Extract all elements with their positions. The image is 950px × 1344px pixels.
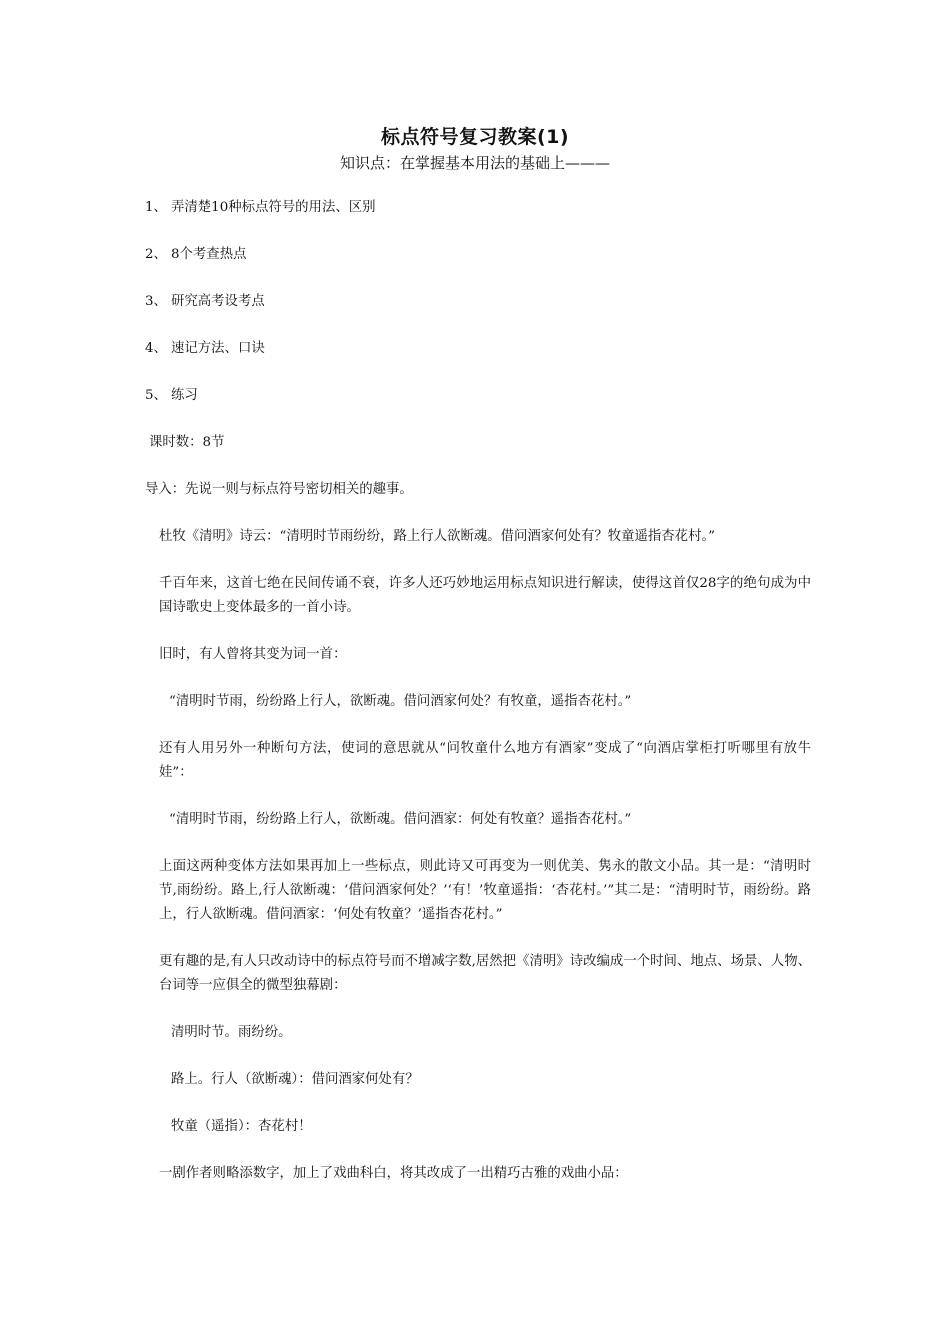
list-number: 3、	[145, 294, 167, 309]
script-line: 路上。行人（欲断魂）：借问酒家何处有？	[171, 1072, 419, 1087]
list-number: 4、	[145, 341, 167, 356]
list-text: 研究高考设考点	[171, 294, 265, 309]
script-line: 清明时节。雨纷纷。	[171, 1025, 292, 1040]
paragraph: 上面这两种变体方法如果再加上一些标点，则此诗又可再变为一则优美、隽永的散文小品。其一是：“清明时节,雨纷纷。路上,行人欲断魂：‘借问酒家何处？’‘有！’牧童遥指：‘杏花村。’”其二是：“清明时节，雨纷纷。路上，行人欲断魂。借问酒家：‘何处有牧童？’遥指杏花村。”	[159, 859, 811, 922]
list-item	[145, 290, 811, 314]
list-number: 1、	[145, 200, 167, 215]
list-number: 5、	[145, 388, 167, 403]
paragraph: 更有趣的是,有人只改动诗中的标点符号而不增减字数,居然把《清明》诗改编成一个时间、地点、场景、人物、台词等一应俱全的微型独幕剧：	[159, 954, 811, 993]
document-title: 标点符号复习教案(1)	[380, 126, 570, 148]
paragraph: 杜牧《清明》诗云：“清明时节雨纷纷，路上行人欲断魂。借问酒家何处有？牧童遥指杏花村。”	[159, 529, 716, 544]
list-item	[145, 337, 811, 361]
list-text: 8个考查热点	[171, 247, 247, 262]
list-text: 弄清楚10种标点符号的用法、区别	[171, 200, 376, 215]
paragraph: 旧时，有人曾将其变为词一首：	[159, 647, 347, 662]
list-text: 练习	[171, 388, 198, 403]
list-item	[145, 243, 811, 267]
intro-line: 导入：先说一则与标点符号密切相关的趣事。	[145, 482, 413, 497]
document-body	[145, 196, 811, 1209]
list-text: 速记方法、口诀	[171, 341, 265, 356]
paragraph: 一剧作者则略添数字，加上了戏曲科白，将其改成了一出精巧古雅的戏曲小品：	[159, 1166, 628, 1181]
paragraph: “清明时节雨，纷纷路上行人，欲断魂。借问酒家何处？有牧童，遥指杏花村。”	[169, 694, 632, 709]
list-item	[145, 384, 811, 408]
list-item	[145, 196, 811, 220]
paragraph: 千百年来，这首七绝在民间传诵不衰，许多人还巧妙地运用标点知识进行解读，使得这首仅28字的绝句成为中国诗歌史上变体最多的一首小诗。	[159, 576, 811, 615]
paragraph: 还有人用另外一种断句方法，使词的意思就从“问牧童什么地方有酒家”变成了“向酒店掌柜打听哪里有放牛娃”：	[159, 741, 811, 780]
paragraph: “清明时节雨，纷纷路上行人，欲断魂。借问酒家：何处有牧童？遥指杏花村。”	[169, 812, 632, 827]
document-subtitle: 知识点：在掌握基本用法的基础上———	[339, 154, 610, 172]
list-number: 2、	[145, 247, 167, 262]
class-hours: 课时数：8节	[149, 435, 225, 450]
script-line: 牧童（遥指）：杏花村！	[171, 1119, 312, 1134]
